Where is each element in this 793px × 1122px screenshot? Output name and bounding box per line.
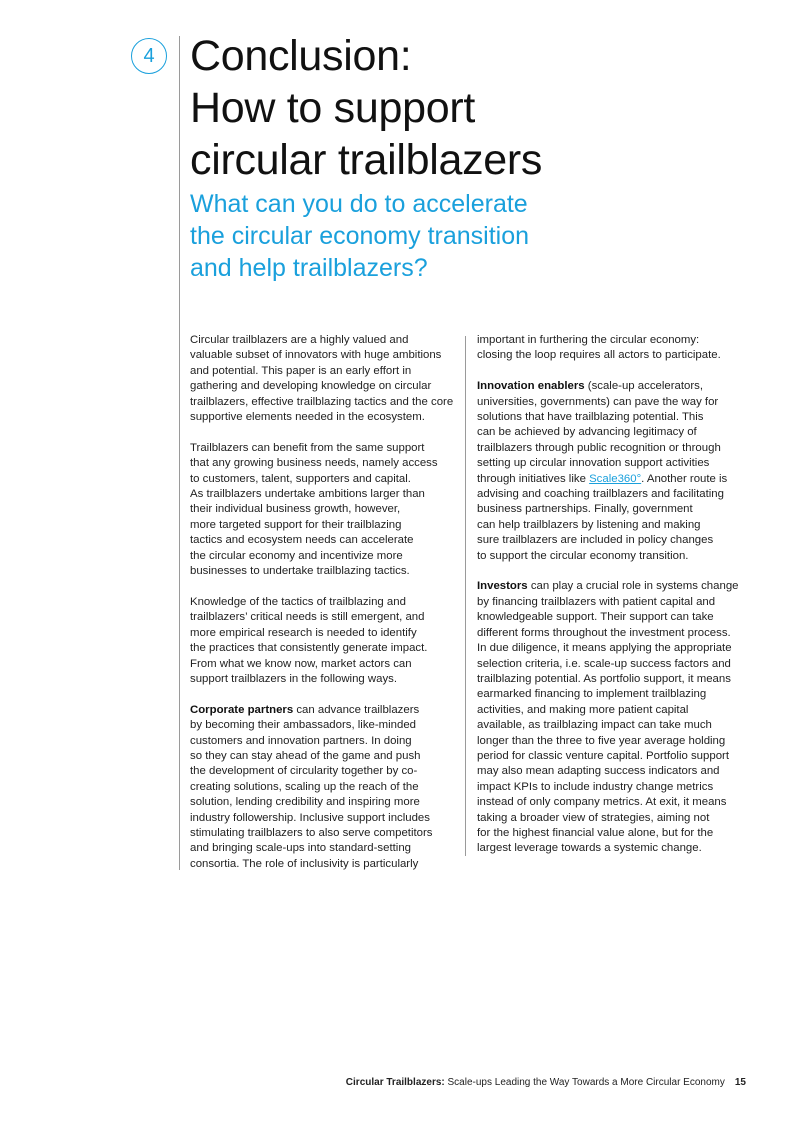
paragraph-investors [477,579,749,856]
paragraph-intro [190,333,462,425]
subtitle-line: What can you do to accelerate [190,190,528,218]
title-line: circular trailblazers [190,136,543,184]
corporate-partners-lead: Corporate partners [190,703,294,716]
page-subtitle [190,188,529,284]
text-line: available, as trailblazing impact can take much [477,719,712,732]
investors-lead: Investors [477,580,528,593]
text-line: period for classic venture capital. Portfolio support [477,749,729,762]
text-line: consortia. The role of inclusivity is particularly [190,857,419,870]
text-line: important in furthering the circular economy: [477,334,700,346]
text-line: that any growing business needs, namely access [190,457,438,470]
text-line: can be achieved by advancing legitimacy of [477,426,697,439]
text-line: the practices that consistently generate impact. [190,642,428,655]
text-line: for the highest financial value alone, but for the [477,826,714,839]
text-line: and bringing scale-ups into standard-setting [190,842,411,855]
text-line: industry followership. Inclusive support includes [190,811,430,824]
text-line: trailblazing potential. As portfolio support, it means [477,672,731,685]
text-line: customers and innovation partners. In doing [190,734,412,747]
text-line: advising and coaching trailblazers and facilitating [477,488,724,501]
text-line: supportive elements needed in the ecosystem. [190,411,425,424]
text-fragment: through initiatives like [477,472,590,485]
text-line: setting up circular innovation support activities [477,457,710,470]
text-fragment: (scale-up accelerators, [584,380,703,393]
scale360-link[interactable]: Scale360° [589,472,642,485]
text-line [190,703,462,718]
text-line: can help trailblazers by listening and making [477,518,701,531]
text-line: In due diligence, it means applying the appropriate [477,642,732,655]
footer-report-subtitle: Scale-ups Leading the Way Towards a More Circular Economy [444,1077,725,1088]
subtitle-line: and help trailblazers? [190,254,428,282]
text-line: trailblazers, effective trailblazing tactics and the core [190,395,454,408]
innovation-enablers-lead: Innovation enablers [477,380,585,393]
paragraph-knowledge [190,595,462,687]
text-line: Circular trailblazers are a highly valued and [190,334,409,346]
text-line: As trailblazers undertake ambitions larger than [190,488,425,501]
title-line: Conclusion: [190,32,412,80]
text-line: sure trailblazers are included in policy changes [477,534,714,547]
text-line: to support the circular economy transition. [477,549,689,562]
left-column [190,333,462,888]
page-title [190,30,542,186]
chapter-number-badge: 4 [131,38,167,74]
text-line: solution, lending credibility and inspiring more [190,796,420,809]
text-line: trailblazers’ critical needs is still emergent, and [190,611,425,624]
text-line: support trailblazers in the following ways. [190,672,398,685]
page-footer [346,1076,746,1089]
title-line: How to support [190,84,476,132]
text-line: more targeted support for their trailblazing [190,518,402,531]
text-line: instead of only company metrics. At exit, it means [477,796,727,809]
subtitle-line: the circular economy transition [190,222,530,250]
text-line: earmarked financing to implement trailblazing [477,688,707,701]
text-line: gathering and developing knowledge on circular [190,380,432,393]
paragraph-benefits [190,441,462,580]
text-line: selection criteria, i.e. scale-up success factors and [477,657,731,670]
paragraph-inclusivity [477,333,749,364]
text-line: activities, and making more patient capital [477,703,689,716]
text-line: closing the loop requires all actors to participate. [477,349,721,362]
text-line: and potential. This paper is an early effort in [190,364,412,377]
text-line: business partnerships. Finally, government [477,503,693,516]
text-fragment: can play a crucial role in systems change [527,580,739,593]
text-line: their individual business growth, however, [190,503,401,516]
title-vertical-rule [179,36,180,870]
text-line: solutions that have trailblazing potential. This [477,411,704,424]
page-number: 15 [734,1077,746,1088]
text-line [477,379,749,394]
text-line: tactics and ecosystem needs can accelerate [190,534,414,547]
text-fragment: . Another route is [641,472,728,485]
footer-report-title: Circular Trailblazers: [345,1077,445,1088]
text-line: Trailblazers can benefit from the same support [190,441,425,454]
text-line: businesses to undertake trailblazing tactics. [190,565,410,578]
text-line: valuable subset of innovators with huge ambitions [190,349,442,362]
right-column [477,333,749,872]
text-line: Knowledge of the tactics of trailblazing and [190,595,406,608]
column-divider [465,336,466,856]
text-line: trailblazers through public recognition or through [477,441,721,454]
text-line: the circular economy and incentivize more [190,549,403,562]
text-line: impact KPIs to include industry change metrics [477,780,714,793]
text-line: knowledgeable support. Their support can take [477,611,714,624]
text-line: longer than the three to five year average holding [477,734,726,747]
text-line: taking a broader view of strategies, aiming not [477,811,710,824]
text-line: to customers, talent, supporters and capital. [190,472,411,485]
text-line: creating solutions, scaling up the reach of the [190,780,419,793]
text-line [477,472,749,487]
text-fragment: can advance trailblazers [293,703,420,716]
paragraph-innovation-enablers [477,379,749,564]
text-line [477,579,749,594]
text-line: the development of circularity together by co- [190,765,418,778]
text-line: more empirical research is needed to identify [190,626,417,639]
text-line: so they can stay ahead of the game and push [190,749,421,762]
text-line: different forms throughout the investment process. [477,626,731,639]
text-line: From what we know now, market actors can [190,657,412,670]
text-line: may also mean adapting success indicators and [477,765,720,778]
text-line: by becoming their ambassadors, like-minded [190,719,417,732]
text-line: largest leverage towards a systemic change. [477,842,702,855]
text-line: by financing trailblazers with patient capital and [477,595,716,608]
paragraph-corporate-partners [190,703,462,872]
text-line: stimulating trailblazers to also serve competitors [190,826,433,839]
text-line: universities, governments) can pave the way for [477,395,719,408]
